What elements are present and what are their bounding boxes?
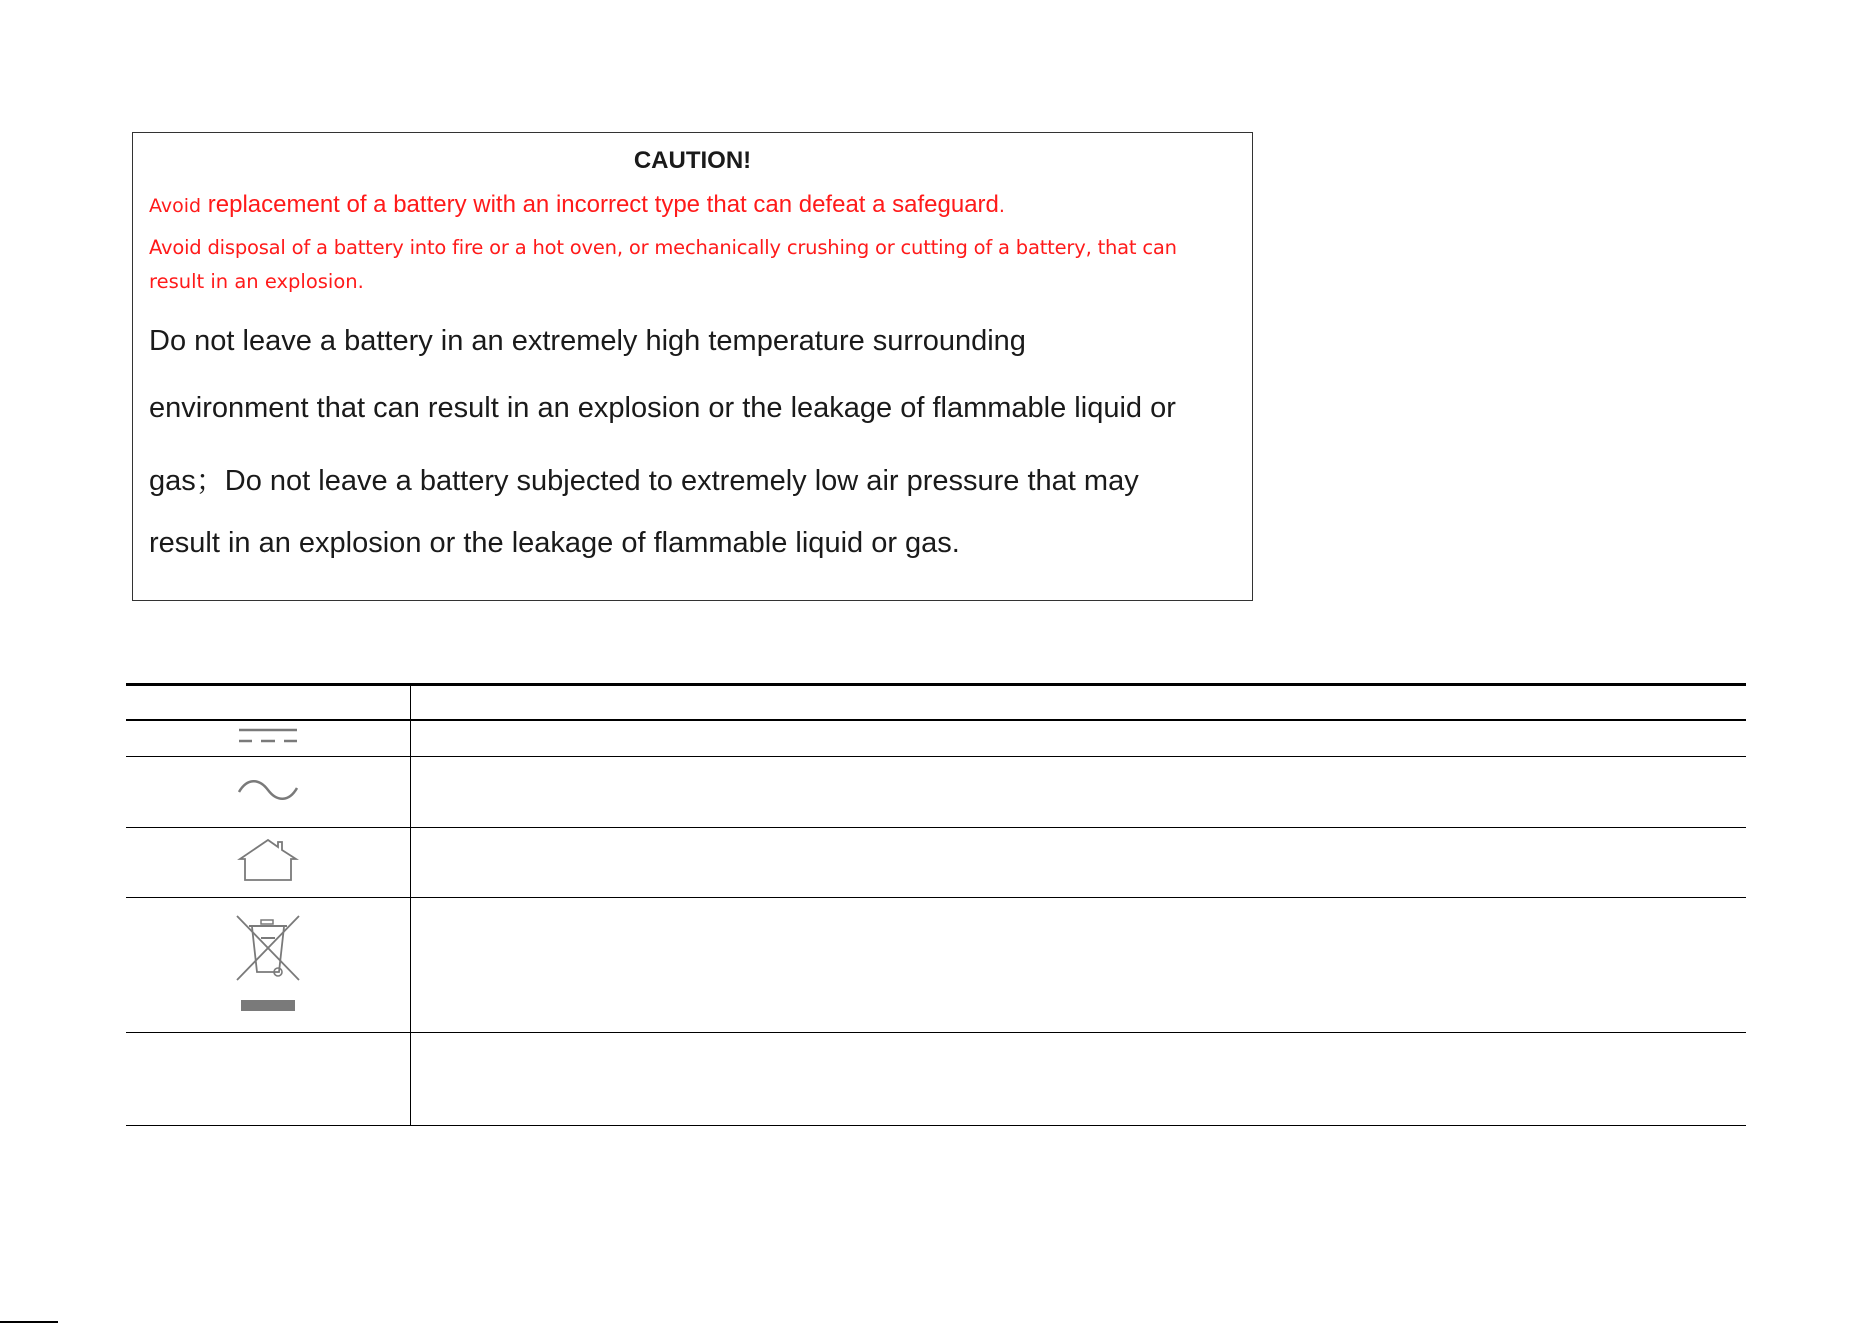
caution-warning-disposal: Avoid disposal of a battery into fire or a hot oven, or mechanically crushing or cutting of a battery, that can — [149, 236, 1177, 259]
caution-body-line: gas；Do not leave a battery subjected to extremely low air pressure that may — [149, 465, 1139, 497]
caution-body-line: result in an explosion or the leakage of flammable liquid or gas. — [149, 527, 960, 559]
caution-title: CAUTION! — [633, 147, 752, 174]
table-column-divider — [410, 683, 411, 1126]
caution-body-line: environment that can result in an explosion or the leakage of flammable liquid or — [149, 392, 1176, 424]
caution-body-line: Do not leave a battery in an extremely high temperature surrounding — [149, 325, 1026, 357]
warning-period: . — [998, 195, 1005, 217]
warning-text: replacement of a battery with an incorrect type that can defeat a safeguard — [201, 191, 999, 218]
indoor-use-house-icon — [237, 838, 299, 887]
dc-current-icon — [238, 725, 298, 752]
table-row — [126, 898, 410, 1032]
caution-warning-disposal-cont: result in an explosion. — [149, 270, 364, 293]
table-row — [126, 721, 410, 756]
footnote-rule — [0, 1321, 58, 1323]
caution-warning-incorrect-type — [149, 191, 1005, 219]
table-row — [126, 1033, 410, 1125]
table-row — [126, 828, 410, 897]
table-row — [126, 757, 410, 827]
table-top-rule — [126, 683, 1746, 686]
ac-current-icon — [237, 776, 299, 809]
weee-crossed-bin-icon — [235, 914, 301, 1017]
table-bottom-rule — [126, 1125, 1746, 1126]
warning-prefix: Avoid — [149, 195, 202, 217]
caution-box — [132, 132, 1253, 601]
